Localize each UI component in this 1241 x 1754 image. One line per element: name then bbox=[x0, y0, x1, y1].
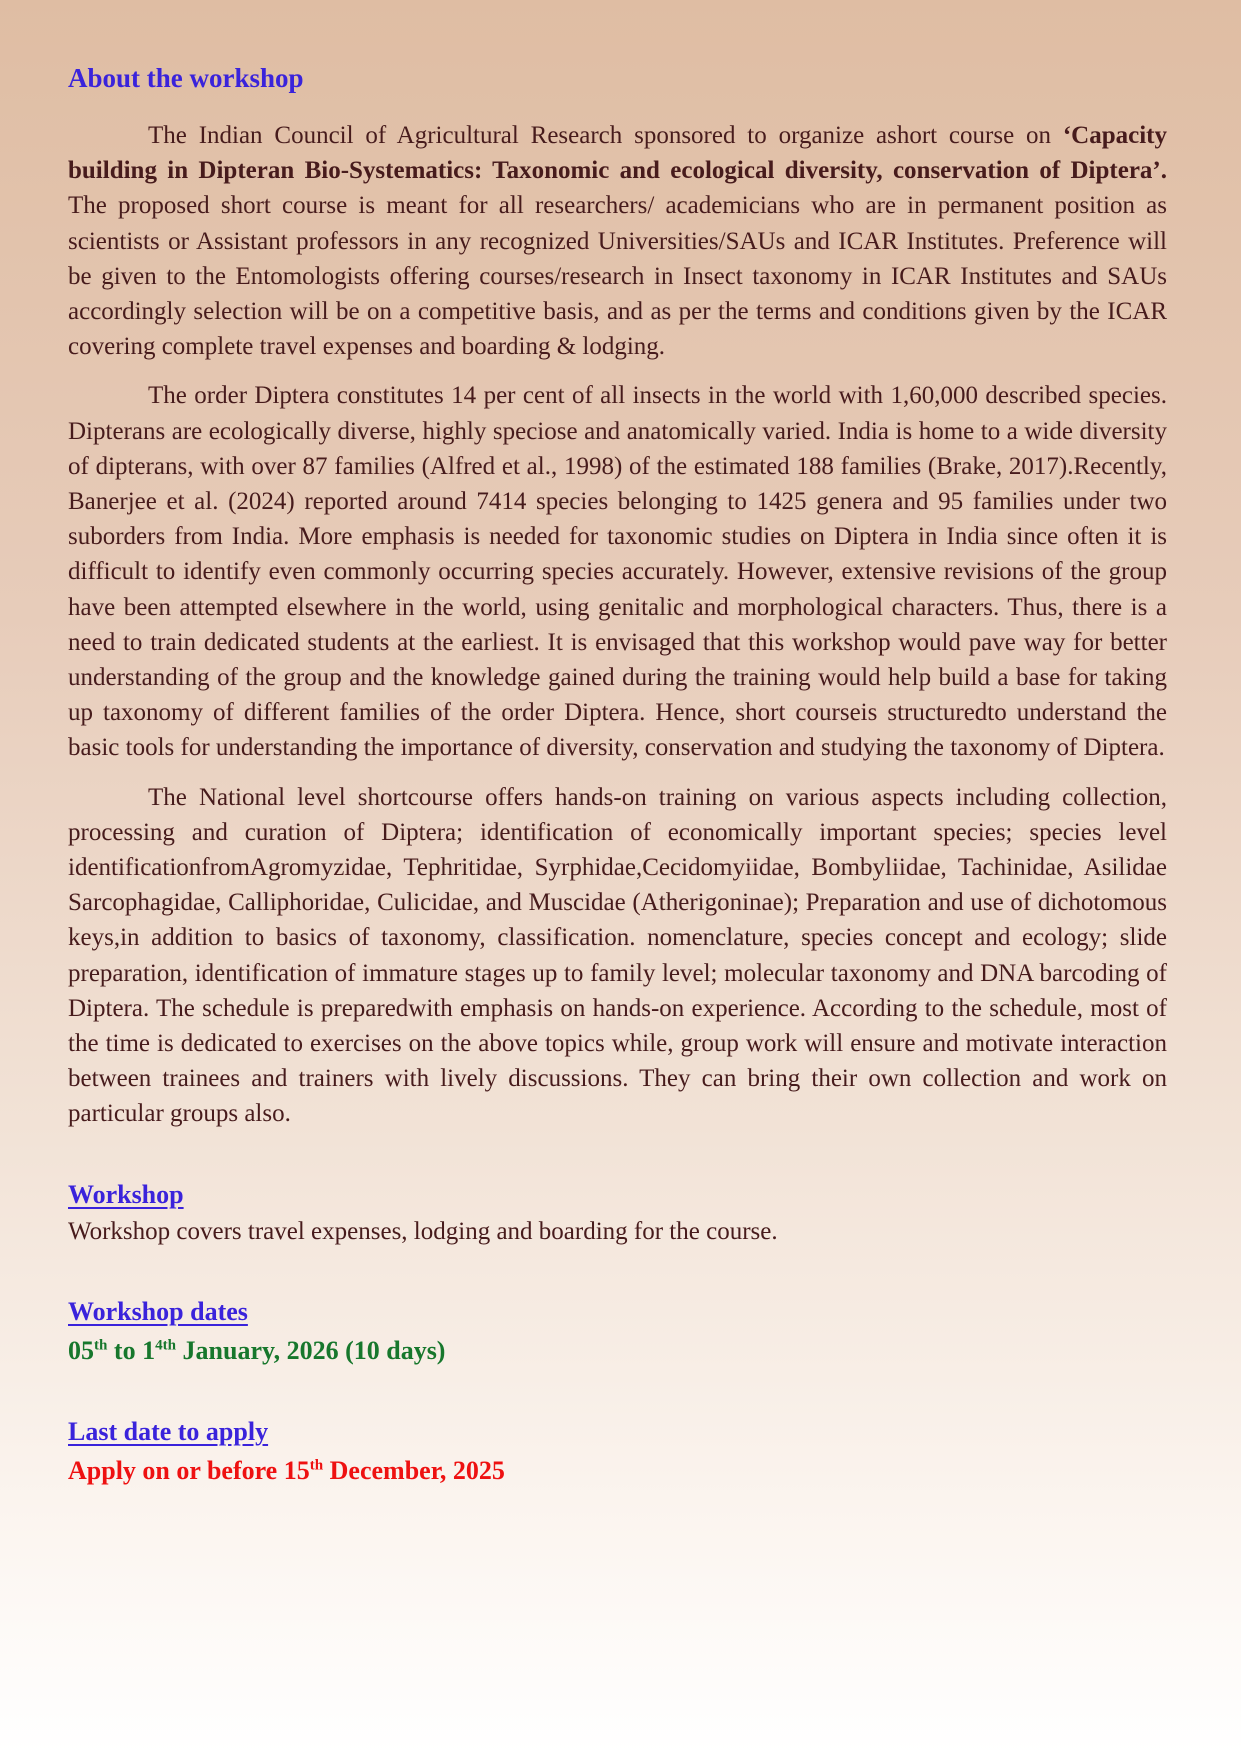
deadline-ordinal: th bbox=[309, 1457, 324, 1474]
workshop-dates-section bbox=[68, 1295, 1167, 1369]
deadline-pre: Apply on or before 15 bbox=[68, 1455, 310, 1485]
dates-mid: to 1 bbox=[107, 1335, 156, 1365]
last-date-heading: Last date to apply bbox=[68, 1416, 269, 1446]
workshop-heading: Workshop bbox=[68, 1179, 184, 1209]
last-date-section bbox=[68, 1415, 1167, 1489]
paragraph-course-content: The National level shortcourse offers hands-on training on various aspects including collection, processing and curation of Diptera; identification of economically important species; species level identificationfromAgromyzidae, Tephritidae, Syrphidae,Cecidomyiidae, Bombyliidae, Tachinidae, Asilidae Sarcophagidae, Calliphoridae, Culicidae, and Muscidae (Atherigoninae); Preparation and use of dichotomous keys,in addition to basics of taxonomy, classification. nomenclature, species concept and ecology; slide preparation, identification of immature stages up to family level; molecular taxonomy and DNA barcoding of Diptera. The schedule is preparedwith emphasis on hands-on experience. According to the schedule, most of the time is dedicated to exercises on the above topics while, group work will ensure and motivate interaction between trainees and trainers with lively discussions. They can bring their own collection and work on particular groups also. bbox=[68, 783, 1167, 1128]
workshop-section bbox=[68, 1178, 1167, 1249]
workshop-heading-row bbox=[68, 1178, 1167, 1212]
last-date-heading-row bbox=[68, 1415, 1167, 1449]
workshop-dates-heading-row bbox=[68, 1295, 1167, 1329]
paragraph-intro bbox=[68, 118, 1167, 364]
dates-day-start: 05 bbox=[68, 1335, 94, 1365]
workshop-dates-value bbox=[68, 1333, 1167, 1369]
deadline-rest: December, 2025 bbox=[323, 1455, 505, 1485]
paragraph-intro-segment-1: The Indian Council of Agricultural Research sponsored to organize ashort course on bbox=[148, 122, 1063, 149]
dates-ordinal-2: 4th bbox=[155, 1337, 177, 1354]
paragraph-diptera-overview: The order Diptera constitutes 14 per cent of all insects in the world with 1,60,000 described species. Dipterans are ecologically diverse, highly speciose and anatomically varied. India is home to a wide diversity of dipterans, with over 87 families (Alfred et al., 1998) of the estimated 188 families (Brake, 2017).Recently, Banerjee et al. (2024) reported around 7414 species belonging to 1425 genera and 95 families under two suborders from India. More emphasis is needed for taxonomic studies on Diptera in India since often it is difficult to identify even commonly occurring species accurately. However, extensive revisions of the group have been attempted elsewhere in the world, using genitalic and morphological characters. Thus, there is a need to train dedicated students at the earliest. It is envisaged that this workshop would pave way for better understanding of the group and the knowledge gained during the training would help build a base for taking up taxonomy of different families of the order Diptera. Hence, short courseis structuredto understand the basic tools for understanding the importance of diversity, conservation and studying the taxonomy of Diptera. bbox=[68, 382, 1167, 762]
dates-rest: January, 2026 (10 days) bbox=[176, 1335, 446, 1365]
about-heading: About the workshop bbox=[68, 63, 304, 93]
course-title-bold: ‘Capacity building in Dipteran Bio-Systematics: Taxonomic and ecological diversity, conservation of Diptera’. bbox=[68, 122, 1167, 185]
workshop-note: Workshop covers travel expenses, lodging and boarding for the course. bbox=[68, 1217, 778, 1245]
paragraph-intro-segment-2: The proposed short course is meant for all researchers/ academicians who are in permanent position as scientists or Assistant professors in any recognized Universities/SAUs and ICAR Institutes. Preference will be given to the Entomologists offering courses/research in Insect taxonomy in ICAR Institutes and SAUs accordingly selection will be on a competitive basis, and as per the terms and conditions given by the ICAR covering complete travel expenses and boarding & lodging. bbox=[68, 192, 1167, 361]
apply-deadline-value bbox=[68, 1453, 1167, 1489]
dates-ordinal-1: th bbox=[94, 1337, 108, 1354]
workshop-dates-heading: Workshop dates bbox=[68, 1296, 248, 1326]
